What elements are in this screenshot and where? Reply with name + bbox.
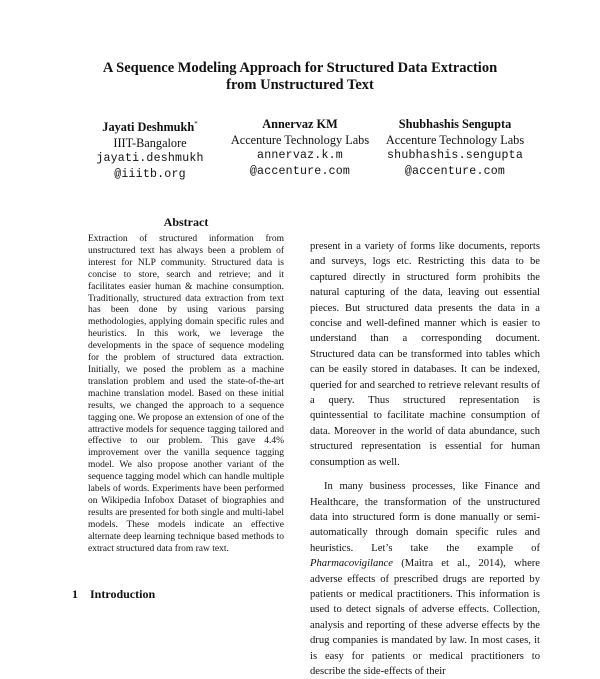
author-name: Annervaz KM — [262, 117, 338, 131]
author-affiliation: Accenture Technology Labs — [385, 132, 525, 147]
section-title: Introduction — [90, 587, 156, 601]
author-footnote-marker: * — [194, 120, 198, 128]
paper-title — [0, 60, 600, 94]
author-email-line1: jayati.deshmukh — [96, 152, 204, 166]
abstract-text: Extraction of structured information from unstructured text has always been a problem of interest for NLP community. Structured data is concise to store, search and retrieve; and it facilitates easier human & machine consumption. Traditionally, structured data extraction from text has been done by using various parsing methodologies, applying domain specific rules and heuristics. In this work, we leverage the developments in the space of sequence modeling for the problem of structured data extraction. Initially, we posed the problem as a machine translation problem and used the state-of-the-art machine translation model. Based on these initial results, we changed the approach to a sequence tagging one. We propose an extension of one of the attractive models for sequence tagging tailored and effective to our problem. This gave 4.4% improvement over the vanilla sequence tagging model. We also propose another variant of the sequence tagging model which can handle multiple labels of words. Experiments have been performed on Wikipedia Infobox Dataset of biographies and results are presented for both single and multi-label models. These models indicate an effective alternate deep learning technique based methods to extract structured data from raw text. — [88, 234, 284, 554]
paper-title-line2: from Unstructured Text — [226, 77, 374, 93]
author-affiliation: IIIT-Bangalore — [113, 135, 187, 150]
paragraph-2-text-after: (Maitra et al., 2014), where adverse effects of prescribed drugs are reported by patients or medical practitioners. This information is used to detect signals of adverse effects. Collection, analysis and reporting of these adverse effects by the drug companies is mandated by law. In most cases, it is easy for patients or medical practitioners to describe the side-effects of their — [310, 558, 540, 677]
body-paragraph-1: present in a variety of forms like documents, reports and surveys, logs etc. Restricting this data to be captured directly in structured form prohibits the natural capturing of the data, leaving out essential pieces. But structured data presents the data in a concise and well-defined manner which is easier to understand than a corresponding document. Structured data can be transformed into tables which can be easily stored in databases. It can be indexed, queried for and searched to retrieve relevant results of a query. Thus structured representation is quintessential to facilitate machine consumption of data. Moreover in the world of data abundance, such structured representation is essential for human consumption as well. — [310, 241, 540, 468]
author-affiliation: Accenture Technology Labs — [230, 132, 370, 147]
right-column-body — [310, 239, 540, 679]
author-email-line2: @iiitb.org — [114, 167, 186, 181]
author-name: Shubhashis Sengupta — [398, 117, 512, 131]
author-email-line2: @accenture.com — [249, 164, 351, 178]
author-email-line1: annervaz.k.m — [257, 149, 343, 162]
abstract-heading: Abstract — [163, 215, 209, 229]
paragraph-2-text-before: In many business processes, like Finance and Healthcare, the transformation of the unstructured data into structured form is done manually or semi-automatically through domain specific rules and heuristics. Let’s take the example of — [310, 481, 540, 554]
pharmacovigilance-term: Pharmacovigilance — [310, 558, 393, 570]
author-email-line2: @accenture.com — [404, 164, 506, 178]
author-block-2 — [210, 117, 390, 179]
paper-title-line1: A Sequence Modeling Approach for Structured Data Extraction — [102, 60, 498, 76]
author-name: Jayati Deshmukh — [102, 120, 195, 135]
author-email-line1: shubhashis.sengupta — [387, 149, 523, 162]
section-number: 1 — [72, 587, 78, 601]
author-block-3 — [365, 117, 545, 179]
body-paragraph-2 — [310, 479, 540, 679]
